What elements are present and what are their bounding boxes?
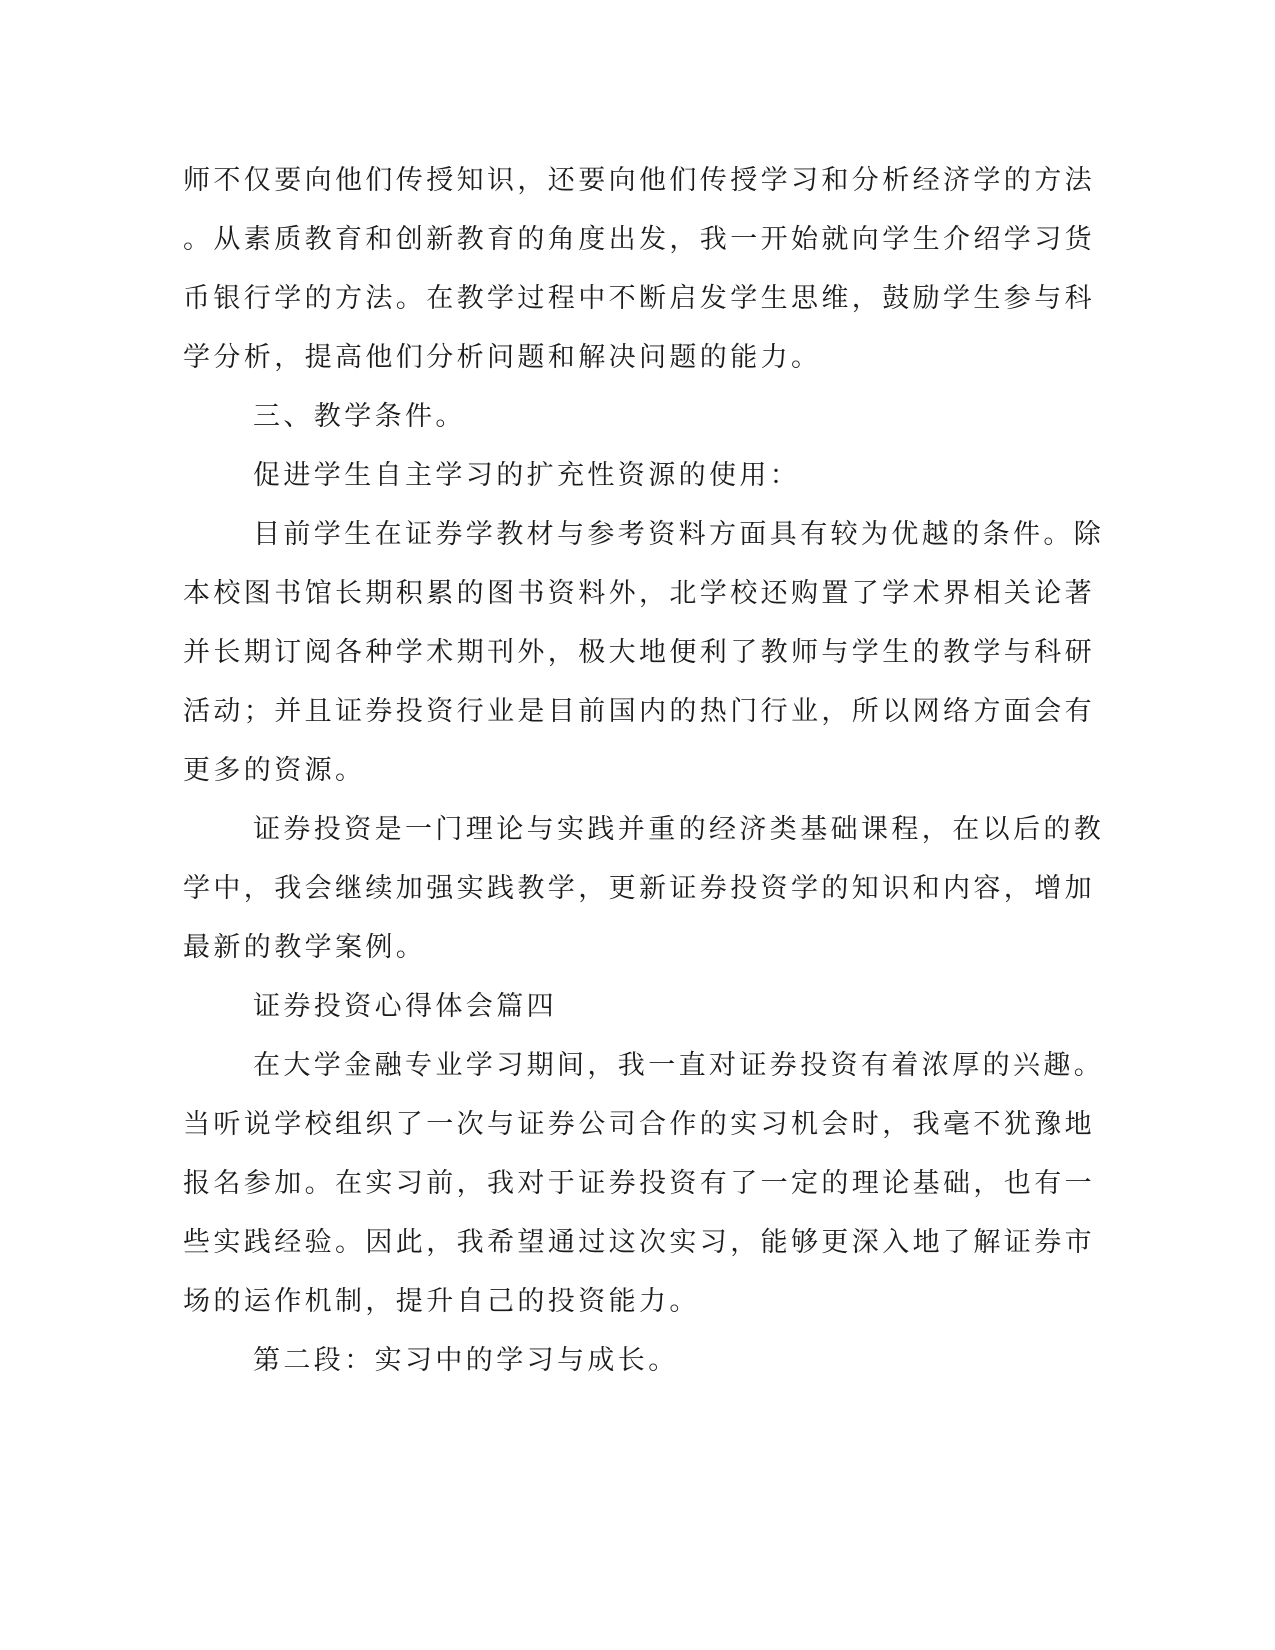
text-line: 场的运作机制，提升自己的投资能力。 <box>183 1286 700 1317</box>
text-line: 并长期订阅各种学术期刊外，极大地便利了教师与学生的教学与科研 <box>183 637 1095 668</box>
text-line: 本校图书馆长期积累的图书资料外，北学校还购置了学术界相关论著 <box>183 578 1095 609</box>
text-line: 些实践经验。因此，我希望通过这次实习，能够更深入地了解证券市 <box>183 1227 1095 1258</box>
text-line: 证券投资是一门理论与实践并重的经济类基础课程，在以后的教 <box>253 814 1105 845</box>
text-line: 在大学金融专业学习期间，我一直对证券投资有着浓厚的兴趣。 <box>253 1050 1105 1081</box>
text-line: 促进学生自主学习的扩充性资源的使用： <box>253 460 801 491</box>
section-heading: 第二段：实习中的学习与成长。 <box>253 1345 679 1376</box>
text-line: 最新的教学案例。 <box>183 932 427 963</box>
text-line: 活动；并且证券投资行业是目前国内的热门行业，所以网络方面会有 <box>183 696 1095 727</box>
text-line: 报名参加。在实习前，我对于证券投资有了一定的理论基础，也有一 <box>183 1168 1095 1199</box>
text-line: 学中，我会继续加强实践教学，更新证券投资学的知识和内容，增加 <box>183 873 1095 904</box>
text-line: 师不仅要向他们传授知识，还要向他们传授学习和分析经济学的方法 <box>183 165 1095 196</box>
text-line: 学分析，提高他们分析问题和解决问题的能力。 <box>183 342 822 373</box>
text-line: 。从素质教育和创新教育的角度出发，我一开始就向学生介绍学习货 <box>183 224 1095 255</box>
text-line: 目前学生在证券学教材与参考资料方面具有较为优越的条件。除 <box>253 519 1105 550</box>
text-line: 当听说学校组织了一次与证券公司合作的实习机会时，我毫不犹豫地 <box>183 1109 1095 1140</box>
text-line: 币银行学的方法。在教学过程中不断启发学生思维，鼓励学生参与科 <box>183 283 1095 314</box>
section-heading: 证券投资心得体会篇四 <box>253 991 557 1022</box>
section-heading: 三、教学条件。 <box>253 401 466 432</box>
text-line: 更多的资源。 <box>183 755 366 786</box>
